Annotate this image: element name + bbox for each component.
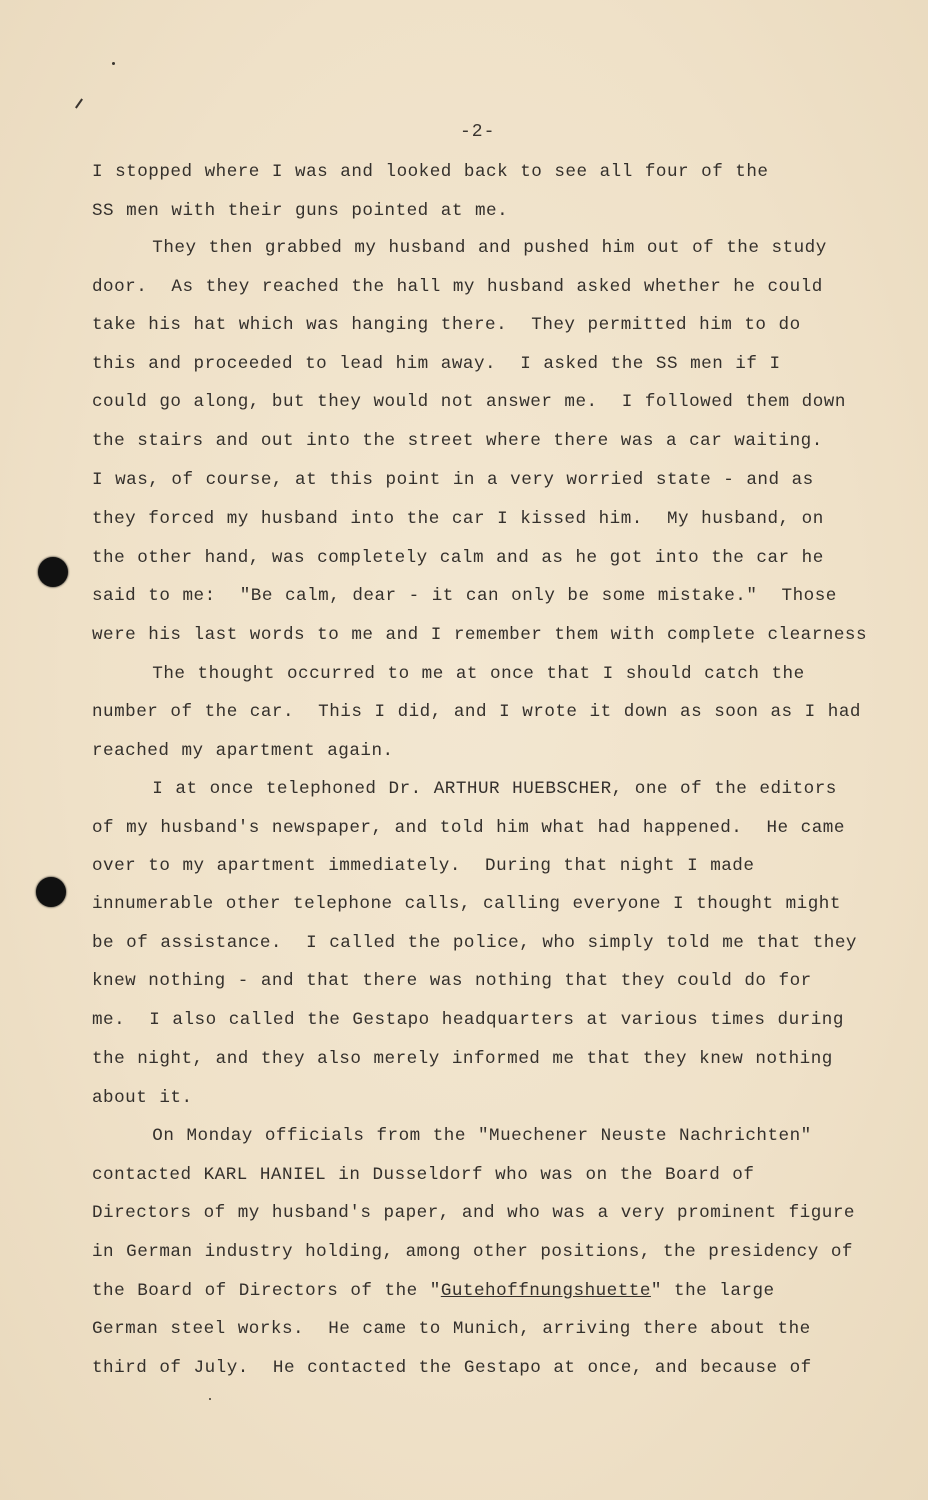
- text-line: innumerable other telephone calls, calling everyone I thought might: [92, 894, 841, 914]
- text-line: The thought occurred to me at once that I should catch the: [92, 664, 805, 684]
- text-segment: " the large: [650, 1281, 775, 1301]
- punch-hole-bottom: [36, 877, 66, 907]
- text-line: knew nothing - and that there was nothing that they could do for: [92, 971, 812, 991]
- text-line: door. As they reached the hall my husband asked whether he could: [92, 277, 823, 297]
- text-line: of my husband's newspaper, and told him what had happened. He came: [92, 818, 845, 838]
- text-line: this and proceeded to lead him away. I asked the SS men if I: [92, 354, 781, 374]
- underlined-company-name: Gutehoffnungshuette: [440, 1281, 651, 1301]
- text-line: be of assistance. I called the police, who simply told me that they: [92, 933, 857, 953]
- text-line: about it.: [92, 1088, 193, 1108]
- text-line: said to me: "Be calm, dear - it can only be some mistake." Those: [92, 586, 837, 606]
- page-number: -2-: [460, 122, 496, 142]
- text-line: the stairs and out into the street where there was a car waiting.: [92, 431, 823, 451]
- text-line: the other hand, was completely calm and as he got into the car he: [92, 548, 824, 568]
- text-line: I was, of course, at this point in a very worried state - and as: [92, 470, 814, 490]
- punch-hole-top: [38, 557, 68, 587]
- text-line: German steel works. He came to Munich, arriving there about the: [92, 1319, 811, 1339]
- text-line: number of the car. This I did, and I wrote it down as soon as I had: [92, 702, 861, 722]
- text-line: over to my apartment immediately. During that night I made: [92, 856, 755, 876]
- text-line: On Monday officials from the "Muechener Neuste Nachrichten": [92, 1126, 812, 1146]
- text-line: [92, 1279, 775, 1303]
- text-line: in German industry holding, among other positions, the presidency of: [92, 1242, 853, 1262]
- text-line: third of July. He contacted the Gestapo at once, and because of: [92, 1358, 812, 1378]
- text-line: Directors of my husband's paper, and who was a very prominent figure: [92, 1203, 855, 1223]
- text-line: contacted KARL HANIEL in Dusseldorf who was on the Board of: [92, 1165, 755, 1185]
- text-segment: the Board of Directors of the ": [92, 1281, 441, 1301]
- text-line: me. I also called the Gestapo headquarters at various times during: [92, 1010, 844, 1030]
- text-line: they forced my husband into the car I kissed him. My husband, on: [92, 509, 824, 529]
- text-line: reached my apartment again.: [92, 741, 394, 761]
- text-line: take his hat which was hanging there. They permitted him to do: [92, 315, 801, 335]
- text-line: could go along, but they would not answer me. I followed them down: [92, 392, 846, 412]
- text-line: SS men with their guns pointed at me.: [92, 201, 509, 221]
- ink-dot: [209, 1398, 211, 1400]
- ink-dot: [112, 62, 115, 65]
- pencil-tick-mark: [75, 98, 83, 108]
- text-line: I at once telephoned Dr. ARTHUR HUEBSCHER, one of the editors: [92, 779, 837, 799]
- text-line: were his last words to me and I remember them with complete clearness: [92, 625, 867, 645]
- text-line: I stopped where I was and looked back to see all four of the: [92, 162, 769, 182]
- text-line: the night, and they also merely informed me that they knew nothing: [92, 1049, 833, 1069]
- text-line: They then grabbed my husband and pushed him out of the study: [92, 238, 827, 258]
